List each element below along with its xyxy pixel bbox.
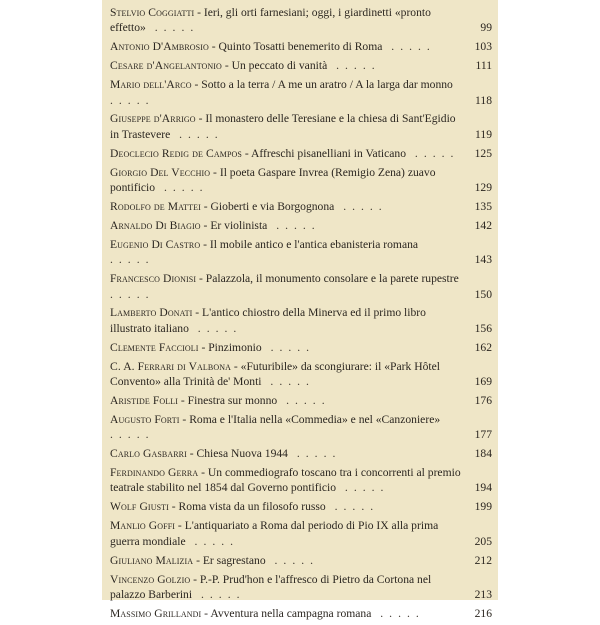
toc-entry [110,111,492,142]
toc-entry-text [110,446,466,461]
toc-leader-dots: ..... [170,127,224,141]
toc-separator: - [198,466,208,480]
toc-leader-dots: ..... [188,321,243,335]
toc-separator: - [208,40,219,54]
toc-separator: - [221,59,232,73]
toc-title: Roma e l'Italia nella «Commedia» e nel «Canzoniere» [189,412,441,426]
toc-entry [110,39,492,54]
toc-leader-dots: ..... [334,199,388,213]
toc-separator: - [198,340,209,354]
toc-author: Cesare d'Angelantonio [110,59,222,73]
toc-entry [110,393,492,408]
toc-leader-dots: ..... [287,447,342,461]
toc-page-number: 111 [475,59,492,73]
toc-leader-dots: ..... [371,606,425,620]
toc-entry-text [110,393,466,408]
toc-leader-dots: ..... [265,553,320,567]
toc-separator: - [186,447,197,461]
toc-entry-text [110,340,466,355]
toc-title: Affreschi pisanelliani in Vaticano [250,146,407,160]
toc-title: Er sagrestano [202,553,266,567]
toc-separator: - [179,412,190,426]
toc-entry [110,165,492,196]
toc-author: Vincenzo Golzio [110,572,191,586]
toc-entry [110,446,492,461]
toc-entry [110,465,492,496]
toc-leader-dots: ..... [336,481,390,495]
toc-entry-text [110,499,466,514]
toc-title: L'antiquariato a Roma dal periodo di Pio IX alla prima guerra mondiale [110,519,439,548]
toc-page-number: 176 [474,393,492,407]
toc-entry-text [110,465,466,496]
toc-leader-dots: ..... [110,93,155,107]
toc-author: Clemente Faccioli [110,340,199,354]
toc-title: Roma vista da un filosofo russo [178,500,326,514]
toc-separator: - [190,572,200,586]
toc-leader-dots: ..... [261,375,315,389]
toc-title: Finestra sur monno [187,393,278,407]
toc-author: Stelvio Coggiatti [110,6,195,19]
toc-entry-text [110,77,466,108]
toc-author: Giuliano Malizia [110,553,194,567]
table-of-contents [110,5,492,625]
toc-entry [110,359,492,390]
toc-title: Avventura nella campagna romana [210,606,372,620]
toc-separator: - [201,606,211,620]
toc-page-number: 199 [474,500,492,514]
toc-entry [110,237,492,268]
toc-separator: - [178,393,188,407]
toc-title: «Futuribile» da scongiurare: il «Park Hôtel Convento» alla Trinità de' Monti [110,359,440,389]
toc-leader-dots: ..... [192,587,246,601]
toc-entry [110,5,492,36]
toc-entry-text [110,165,466,196]
toc-separator: - [193,553,203,567]
toc-page-number: 150 [474,287,492,301]
toc-entry-text [110,218,466,233]
toc-entry [110,499,492,514]
toc-leader-dots: ..... [325,500,380,514]
toc-author: Eugenio Di Castro [110,237,201,251]
toc-separator: - [200,237,210,251]
toc-entry-text [110,606,466,621]
toc-entry [110,572,492,603]
toc-separator: - [200,218,211,232]
toc-entry-text [110,199,466,214]
toc-author: Manlio Goffi [110,519,176,533]
toc-title: Il mobile antico e l'antica ebanisteria romana [209,237,419,251]
toc-entry-text [110,572,466,603]
toc-page-number: 169 [474,375,492,389]
toc-author: Aristide Folli [110,393,178,407]
toc-leader-dots: ..... [155,181,209,195]
toc-entry-text [110,553,466,568]
toc-author: Francesco Dionisi [110,272,197,286]
toc-page-number: 156 [474,321,492,335]
toc-leader-dots: ..... [277,393,331,407]
toc-entry [110,553,492,568]
toc-entry-text [110,412,466,443]
toc-title: Ieri, gli orti farnesiani; oggi, i giardinetti «pronto effetto» [110,6,431,35]
toc-leader-dots: ..... [267,218,321,232]
toc-leader-dots: ..... [110,253,155,267]
toc-author: Wolf Giusti [110,500,169,514]
toc-author: Ferdinando Gerra [110,466,199,480]
toc-page-number: 119 [475,127,492,141]
toc-entry [110,412,492,443]
toc-entry-text [110,237,466,268]
toc-title: Palazzola, il monumento consolare e la parete rupestre [205,272,459,286]
toc-entry-text [110,305,466,336]
toc-author: Lamberto Donati [110,306,193,320]
toc-title: Chiesa Nuova 1944 [196,447,288,461]
toc-entry-text [110,518,466,549]
toc-page-number: 99 [480,21,492,35]
toc-leader-dots: ..... [110,287,155,301]
toc-separator: - [230,359,241,373]
toc-leader-dots: ..... [261,340,316,354]
toc-entry [110,271,492,302]
toc-separator: - [191,78,202,92]
toc-page-number: 125 [474,146,492,160]
toc-title: Sotto a la terra / A me un aratro / A la larga dar monno [201,78,453,92]
toc-separator: - [196,272,206,286]
toc-leader-dots: ..... [406,146,460,160]
toc-entry [110,58,492,73]
toc-leader-dots: ..... [382,40,436,54]
toc-title: Un peccato di vanità [231,59,328,73]
toc-title: Un commediografo toscano tra i concorrenti al premio teatrale stabilito nel 1854 dal Governo pontificio [110,466,461,495]
toc-entry-text [110,271,466,302]
toc-author: Rodolfo de Mattei [110,199,201,213]
toc-title: L'antico chiostro della Minerva ed il primo libro illustrato italiano [110,306,426,335]
toc-title: Er violinista [210,218,268,232]
toc-page-number: 177 [474,428,492,442]
toc-separator: - [210,165,220,179]
toc-separator: - [241,146,251,160]
toc-author: Augusto Forti [110,412,180,426]
toc-author: Mario dell'Arco [110,78,192,92]
toc-separator: - [192,306,203,320]
toc-entry-text [110,58,466,73]
toc-author: C. A. Ferrari di Valbona [110,359,231,373]
toc-title: P.-P. Prud'hon e l'affresco di Pietro da Cortona nel palazzo Barberini [110,572,432,601]
toc-page-number: 129 [474,181,492,195]
toc-leader-dots: ..... [185,534,240,548]
toc-separator: - [194,6,204,19]
toc-author: Antonio D'Ambrosio [110,40,209,54]
toc-author: Massimo Grillandi [110,606,202,620]
toc-entry-text [110,5,466,36]
toc-author: Giorgio Del Vecchio [110,165,211,179]
toc-title: Il monastero delle Teresiane e la chiesa di Sant'Egidio in Trastevere [110,112,456,141]
toc-entry-text [110,146,466,161]
toc-entry [110,606,492,621]
toc-page-number: 205 [474,534,492,548]
toc-title: Gioberti e via Borgognona [210,199,335,213]
toc-entry [110,340,492,355]
toc-author: Giuseppe d'Arrigo [110,112,196,126]
toc-page-number: 118 [475,93,492,107]
toc-author: Carlo Gasbarri [110,447,187,461]
toc-title: Quinto Tosatti benemerito di Roma [218,40,383,54]
toc-entry-text [110,39,466,54]
toc-entry [110,199,492,214]
toc-page-number: 143 [474,253,492,267]
toc-leader-dots: ..... [145,21,200,35]
book-page [102,0,498,620]
toc-separator: - [200,199,211,213]
toc-leader-dots: ..... [110,428,155,442]
toc-entry-text [110,359,466,390]
toc-page-number: 142 [474,218,492,232]
toc-page-number: 135 [474,199,492,213]
toc-page-number: 212 [474,553,492,567]
toc-page-number: 162 [474,340,492,354]
toc-entry [110,218,492,233]
toc-page-number: 103 [474,40,492,54]
toc-title: Pinzimonio [208,340,262,354]
toc-entry-text [110,111,466,142]
toc-entry [110,518,492,549]
toc-page-number: 213 [474,587,492,601]
toc-title: Il poeta Gaspare Invrea (Remigio Zena) zuavo pontificio [110,165,436,195]
toc-page-number: 216 [474,606,492,620]
toc-separator: - [175,519,185,533]
toc-author: Deoclecio Redig de Campos [110,146,242,160]
toc-separator: - [168,500,179,514]
toc-author: Arnaldo Di Biagio [110,218,201,232]
toc-entry [110,305,492,336]
toc-leader-dots: ..... [327,59,381,73]
toc-entry [110,146,492,161]
toc-separator: - [195,112,206,126]
toc-page-number: 184 [474,447,492,461]
toc-entry [110,77,492,108]
toc-page-number: 194 [474,481,492,495]
